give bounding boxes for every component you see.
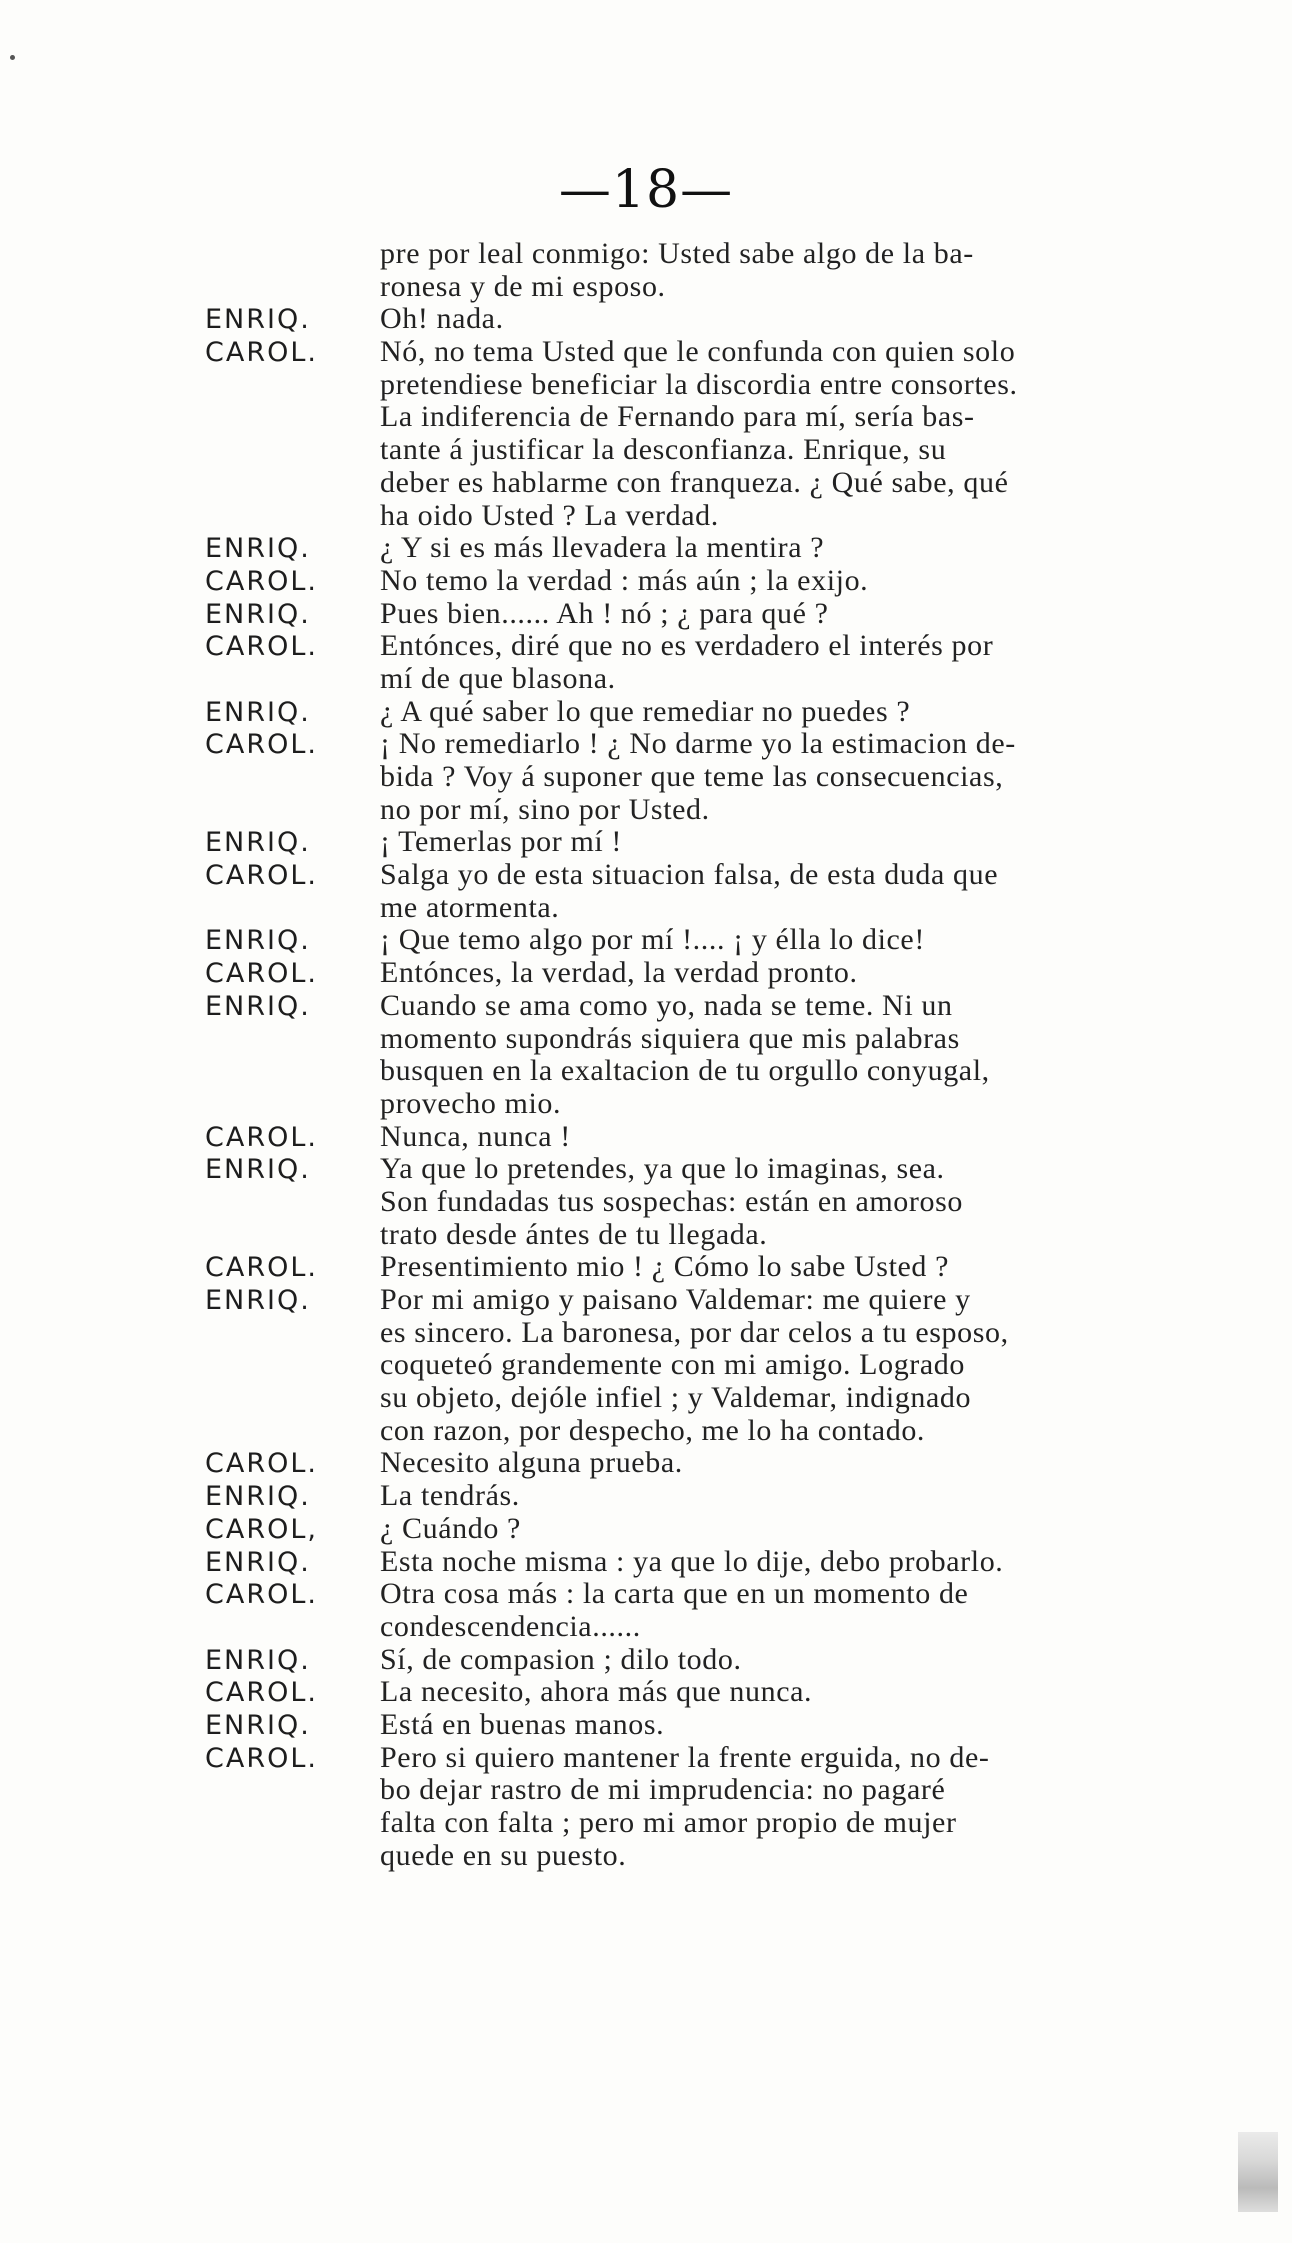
- speaker-label: CAROL.: [205, 1448, 318, 1480]
- dialogue-text: es sincero. La baronesa, por dar celos a tu esposo,: [380, 1315, 1009, 1349]
- dialogue-line: [205, 434, 1205, 467]
- dialogue-text: coqueteó grandemente con mi amigo. Logrado: [380, 1348, 966, 1382]
- dialogue-block: [205, 238, 1205, 1872]
- speaker-label: ENRIQ.: [205, 1709, 311, 1741]
- speaker-label: CAROL.: [205, 565, 318, 597]
- dialogue-line: [205, 663, 1205, 696]
- dialogue-text: Otra cosa más : la carta que en un momento de: [380, 1577, 969, 1611]
- dialogue-text: falta con falta ; pero mi amor propio de mujer: [380, 1806, 957, 1839]
- dialogue-text: ¡ Temerlas por mí !: [380, 825, 623, 859]
- dialogue-text: me atormenta.: [380, 890, 560, 924]
- dialogue-text: provecho mio.: [380, 1086, 562, 1120]
- dialogue-text: Pero si quiero mantener la frente erguida, no de-: [380, 1740, 990, 1774]
- dialogue-line: [205, 598, 1205, 631]
- speaker-label: CAROL.: [205, 1579, 318, 1611]
- dialogue-line: [205, 630, 1205, 663]
- dialogue-text: Ya que lo pretendes, ya que lo imaginas, sea.: [380, 1152, 945, 1186]
- dialogue-text: Pues bien...... Ah ! nó ; ¿ para qué ?: [380, 596, 829, 630]
- dialogue-line: [205, 826, 1205, 859]
- dialogue-line: [205, 1709, 1205, 1742]
- dialogue-line: [205, 1251, 1205, 1284]
- dialogue-text: La indiferencia de Fernando para mí, sería bas-: [380, 400, 975, 434]
- dialogue-text: Nó, no tema Usted que le confunda con quien solo: [380, 335, 1016, 369]
- dialogue-text: Necesito alguna prueba.: [380, 1446, 683, 1480]
- dialogue-text: ¡ Que temo algo por mí !.... ¡ y élla lo dice!: [380, 923, 925, 957]
- dialogue-text: Nunca, nunca !: [380, 1119, 571, 1153]
- dialogue-line: [205, 1742, 1205, 1775]
- speaker-label: ENRIQ.: [205, 696, 311, 728]
- dialogue-text: ¿ Y si es más llevadera la mentira ?: [380, 531, 825, 565]
- dialogue-line: [205, 565, 1205, 598]
- dialogue-text: su objeto, dejóle infiel ; y Valdemar, indignado: [380, 1381, 972, 1415]
- dialogue-line: [205, 1055, 1205, 1088]
- speaker-label: CAROL,: [205, 1513, 318, 1545]
- dialogue-text: Entónces, diré que no es verdadero el interés por: [380, 629, 994, 663]
- dialogue-text: no por mí, sino por Usted.: [380, 792, 710, 826]
- dialogue-line: [205, 957, 1205, 990]
- dialogue-text: momento supondrás siquiera que mis palabras: [380, 1021, 960, 1055]
- dialogue-line: [205, 1382, 1205, 1415]
- dialogue-line: [205, 1023, 1205, 1056]
- dialogue-line: [205, 859, 1205, 892]
- speaker-label: CAROL.: [205, 1252, 318, 1284]
- dialogue-text: ¿ A qué saber lo que remediar no puedes ?: [380, 694, 911, 728]
- speaker-label: ENRIQ.: [205, 304, 311, 336]
- dialogue-text: Entónces, la verdad, la verdad pronto.: [380, 956, 858, 990]
- dialogue-text: Oh! nada.: [380, 302, 504, 336]
- dialogue-line: [205, 1840, 1205, 1873]
- dialogue-text: bo dejar rastro de mi imprudencia: no pagaré: [380, 1773, 946, 1807]
- dialogue-text: Cuando se ama como yo, nada se teme. Ni un: [380, 988, 953, 1022]
- speaker-label: CAROL.: [205, 860, 318, 892]
- dialogue-line: [205, 303, 1205, 336]
- dialogue-text: La necesito, ahora más que nunca.: [380, 1675, 813, 1709]
- dialogue-line: [205, 1546, 1205, 1579]
- dialogue-line: [205, 1349, 1205, 1382]
- dialogue-line: [205, 794, 1205, 827]
- dialogue-line: [205, 1219, 1205, 1252]
- dialogue-text: quede en su puesto.: [380, 1838, 627, 1872]
- dialogue-line: [205, 1088, 1205, 1121]
- dialogue-line: [205, 1611, 1205, 1644]
- dialogue-line: [205, 1676, 1205, 1709]
- dialogue-line: [205, 401, 1205, 434]
- speaker-label: ENRIQ.: [205, 990, 311, 1022]
- dialogue-line: [205, 1317, 1205, 1350]
- dialogue-line: [205, 532, 1205, 565]
- dialogue-line: [205, 990, 1205, 1023]
- dialogue-line: [205, 336, 1205, 369]
- dialogue-text: Son fundadas tus sospechas: están en amoroso: [380, 1184, 963, 1218]
- speaker-label: ENRIQ.: [205, 1546, 311, 1578]
- dialogue-line: [205, 467, 1205, 500]
- speaker-label: ENRIQ.: [205, 1285, 311, 1316]
- dialogue-text: ¡ No remediarlo ! ¿ No darme yo la estimacion de-: [380, 727, 1016, 761]
- dialogue-line: [205, 1121, 1205, 1154]
- dialogue-text: pretendiese beneficiar la discordia entre consortes.: [380, 367, 1018, 401]
- dialogue-line: [205, 728, 1205, 761]
- dialogue-line: [205, 1186, 1205, 1219]
- dialogue-text: ha oido Usted ? La verdad.: [380, 498, 719, 532]
- speaker-label: CAROL.: [205, 631, 318, 663]
- speaker-label: CAROL.: [205, 958, 318, 990]
- dialogue-text: deber es hablarme con franqueza. ¿ Qué sabe, qué: [380, 465, 1009, 499]
- speaker-label: CAROL.: [205, 729, 318, 761]
- speaker-label: ENRIQ.: [205, 925, 311, 957]
- dialogue-text: con razon, por despecho, me lo ha contado.: [380, 1413, 926, 1447]
- dialogue-line: [205, 1513, 1205, 1546]
- dialogue-text: No temo la verdad : más aún ; la exijo.: [380, 563, 869, 597]
- speaker-label: ENRIQ.: [205, 1481, 311, 1513]
- ink-dot-mark: [10, 55, 15, 60]
- dialogue-line: [205, 271, 1205, 304]
- dialogue-text: mí de que blasona.: [380, 661, 616, 695]
- scan-corner-mark: [1238, 2132, 1278, 2212]
- dialogue-line: [205, 1774, 1205, 1807]
- dialogue-line: [205, 369, 1205, 402]
- speaker-label: ENRIQ.: [205, 827, 311, 859]
- dialogue-line: [205, 1153, 1205, 1186]
- dialogue-text: Presentimiento mio ! ¿ Cómo lo sabe Usted ?: [380, 1250, 950, 1284]
- speaker-label: CAROL.: [205, 337, 318, 369]
- dialogue-text: pre por leal conmigo: Usted sabe algo de la ba-: [380, 237, 974, 270]
- dialogue-text: Sí, de compasion ; dilo todo.: [380, 1642, 742, 1676]
- dialogue-line: [205, 1480, 1205, 1513]
- dialogue-line: [205, 1415, 1205, 1448]
- dialogue-line: [205, 238, 1205, 271]
- dialogue-text: Salga yo de esta situacion falsa, de esta duda que: [380, 858, 999, 892]
- speaker-label: CAROL.: [205, 1677, 318, 1709]
- dialogue-line: [205, 924, 1205, 957]
- dialogue-text: ronesa y de mi esposo.: [380, 269, 666, 303]
- page-number: —18—: [558, 160, 734, 220]
- speaker-label: ENRIQ.: [205, 598, 311, 630]
- dialogue-line: [205, 1284, 1205, 1317]
- dialogue-text: bida ? Voy á suponer que teme las consecuencias,: [380, 760, 1004, 793]
- speaker-label: CAROL.: [205, 1121, 318, 1153]
- speaker-label: ENRIQ.: [205, 1644, 311, 1676]
- speaker-label: CAROL.: [205, 1742, 318, 1774]
- dialogue-text: condescendencia......: [380, 1609, 641, 1643]
- dialogue-text: ¿ Cuándo ?: [380, 1511, 521, 1545]
- dialogue-text: La tendrás.: [380, 1479, 520, 1513]
- dialogue-line: [205, 1807, 1205, 1840]
- dialogue-text: Por mi amigo y paisano Valdemar: me quiere y: [380, 1283, 971, 1316]
- dialogue-text: tante á justificar la desconfianza. Enrique, su: [380, 433, 947, 467]
- dialogue-text: trato desde ántes de tu llegada.: [380, 1217, 768, 1251]
- dialogue-line: [205, 1578, 1205, 1611]
- dialogue-text: Está en buenas manos.: [380, 1707, 665, 1741]
- speaker-label: ENRIQ.: [205, 1154, 311, 1186]
- dialogue-line: [205, 500, 1205, 533]
- dialogue-line: [205, 892, 1205, 925]
- dialogue-line: [205, 1447, 1205, 1480]
- dialogue-line: [205, 696, 1205, 729]
- speaker-label: ENRIQ.: [205, 533, 311, 565]
- dialogue-line: [205, 1644, 1205, 1677]
- dialogue-text: busquen en la exaltacion de tu orgullo conyugal,: [380, 1054, 990, 1088]
- dialogue-line: [205, 761, 1205, 794]
- dialogue-text: Esta noche misma : ya que lo dije, debo probarlo.: [380, 1544, 1004, 1578]
